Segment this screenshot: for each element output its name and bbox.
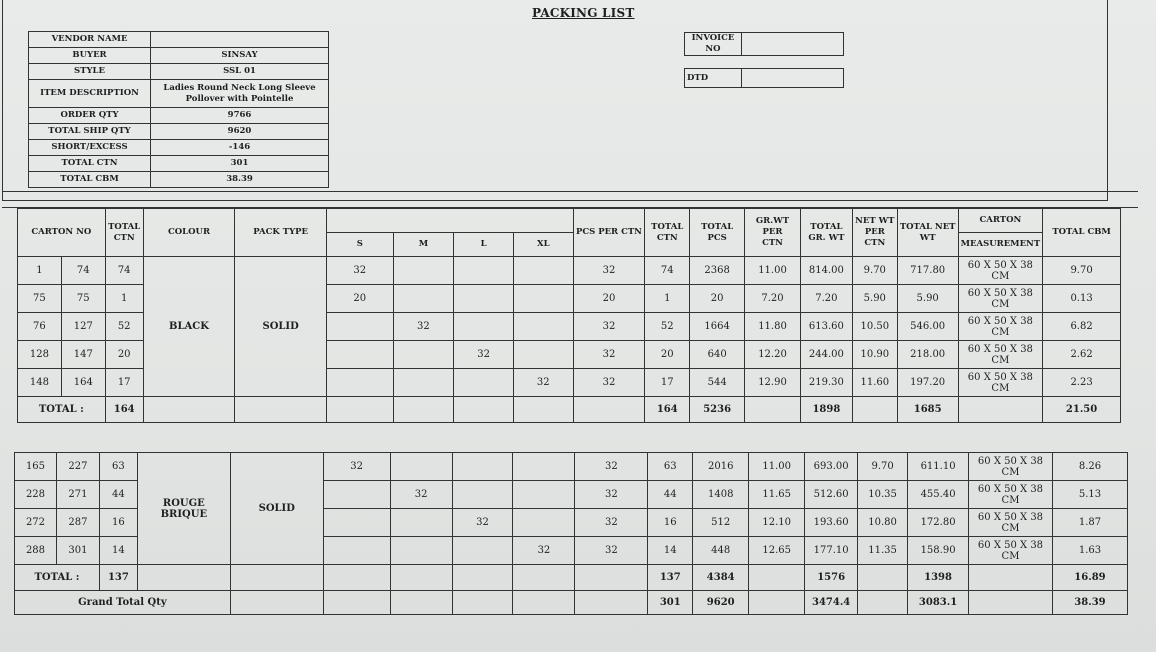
size-s-qty	[323, 481, 390, 509]
carton-to: 164	[61, 369, 105, 397]
grand-total-gr-wt: 3474.4	[805, 591, 858, 615]
info-label: TOTAL CBM	[29, 172, 151, 188]
size-m-qty: 32	[390, 481, 452, 509]
carton-from: 228	[15, 481, 57, 509]
total-label: TOTAL :	[15, 565, 100, 591]
size-s-qty	[323, 537, 390, 565]
page-title: PACKING LIST	[532, 6, 635, 20]
sum-total-cbm: 16.89	[1052, 565, 1127, 591]
sum-total-net-wt: 1685	[897, 397, 958, 423]
total-net-wt: 5.90	[897, 285, 958, 313]
carton-to: 271	[56, 481, 99, 509]
sum-total-pcs: 4384	[693, 565, 749, 591]
gr-wt-per-ctn: 7.20	[745, 285, 801, 313]
gr-wt-per-ctn: 11.00	[749, 453, 805, 481]
total-ctn: 20	[645, 341, 690, 369]
info-label: BUYER	[29, 48, 151, 64]
gr-wt-per-ctn: 12.90	[745, 369, 801, 397]
carton-from: 76	[18, 313, 62, 341]
total-net-wt: 197.20	[897, 369, 958, 397]
gr-wt-per-ctn: 11.65	[749, 481, 805, 509]
total-pcs: 1664	[690, 313, 745, 341]
empty-cell	[454, 397, 514, 423]
grand-total-label: Grand Total Qty	[15, 591, 231, 615]
info-value: SINSAY	[151, 48, 329, 64]
total-net-wt: 158.90	[908, 537, 969, 565]
total-ctn: 14	[648, 537, 693, 565]
dtd-table	[684, 68, 844, 88]
pcs-per-ctn: 32	[573, 341, 645, 369]
total-ctn: 52	[645, 313, 690, 341]
total-cbm: 5.13	[1052, 481, 1127, 509]
pack-type-cell: SOLID	[230, 453, 323, 565]
dtd-value	[742, 69, 844, 88]
size-m-qty: 32	[393, 313, 454, 341]
size-m-qty	[390, 509, 452, 537]
size-s-qty	[326, 341, 393, 369]
dtd-label: DTD	[685, 69, 742, 88]
empty-cell	[230, 565, 323, 591]
header-total-ctn-2	[645, 209, 690, 257]
pcs-per-ctn: 32	[575, 509, 648, 537]
header-gr-wt-per-ctn	[745, 209, 801, 257]
size-xl-qty	[513, 509, 575, 537]
empty-cell	[393, 397, 454, 423]
carton-count: 74	[105, 257, 143, 285]
gr-wt-per-ctn: 11.80	[745, 313, 801, 341]
header-text: WT	[919, 232, 936, 243]
table-row	[18, 257, 1121, 285]
total-ctn: 16	[648, 509, 693, 537]
sum-total-gr-wt: 1576	[805, 565, 858, 591]
total-cbm: 1.63	[1052, 537, 1127, 565]
size-m-qty	[393, 257, 454, 285]
size-l-qty	[454, 369, 514, 397]
total-pcs: 640	[690, 341, 745, 369]
size-l-qty	[454, 257, 514, 285]
total-gr-wt: 7.20	[800, 285, 852, 313]
size-xl-qty: 32	[513, 537, 575, 565]
carton-measurement: 60 X 50 X 38 CM	[969, 509, 1053, 537]
gr-wt-per-ctn: 11.00	[745, 257, 801, 285]
header-carton: CARTON	[958, 209, 1043, 233]
carton-from: 148	[18, 369, 62, 397]
size-xl-qty	[513, 313, 573, 341]
header-text: GR.WT PER	[755, 216, 790, 237]
header-carton-no: CARTON NO	[18, 209, 106, 257]
carton-count: 14	[99, 537, 137, 565]
empty-cell	[326, 397, 393, 423]
size-m-qty	[390, 453, 452, 481]
carton-measurement: 60 X 50 X 38 CM	[958, 341, 1043, 369]
carton-count: 20	[105, 341, 143, 369]
info-row	[29, 124, 329, 140]
grand-total-cbm: 38.39	[1052, 591, 1127, 615]
grand-total-net-wt: 3083.1	[908, 591, 969, 615]
info-row	[29, 156, 329, 172]
total-ctn: 1	[645, 285, 690, 313]
carton-from: 288	[15, 537, 57, 565]
net-wt-per-ctn: 10.90	[852, 341, 897, 369]
header-text: PER CTN	[864, 227, 886, 248]
size-s-qty: 32	[323, 453, 390, 481]
carton-to: 74	[61, 257, 105, 285]
invoice-no-table	[684, 32, 844, 56]
total-net-wt: 717.80	[897, 257, 958, 285]
pcs-per-ctn: 32	[575, 453, 648, 481]
total-gr-wt: 814.00	[800, 257, 852, 285]
empty-cell	[323, 591, 390, 615]
total-gr-wt: 177.10	[805, 537, 858, 565]
header-text: TOTAL NET	[899, 221, 956, 232]
pcs-per-ctn: 32	[575, 481, 648, 509]
net-wt-per-ctn: 9.70	[852, 257, 897, 285]
header-text: TOTAL	[810, 221, 843, 232]
item-description-line: Pollover with Pointelle	[185, 93, 294, 104]
info-label: TOTAL SHIP QTY	[29, 124, 151, 140]
info-value: 301	[151, 156, 329, 172]
empty-cell	[390, 565, 452, 591]
colour-cell: BLACK	[143, 257, 235, 397]
total-cbm: 2.23	[1043, 369, 1121, 397]
carton-count: 63	[99, 453, 137, 481]
info-value	[151, 32, 329, 48]
total-cbm: 2.62	[1043, 341, 1121, 369]
info-label: ORDER QTY	[29, 108, 151, 124]
total-gr-wt: 244.00	[800, 341, 852, 369]
info-value	[151, 80, 329, 108]
size-xl-qty	[513, 257, 573, 285]
total-gr-wt: 193.60	[805, 509, 858, 537]
header-size-group	[326, 209, 573, 233]
empty-cell	[452, 591, 513, 615]
info-row	[29, 108, 329, 124]
grand-total-row	[15, 591, 1128, 615]
info-label: TOTAL CTN	[29, 156, 151, 172]
total-cbm: 9.70	[1043, 257, 1121, 285]
net-wt-per-ctn: 10.50	[852, 313, 897, 341]
total-cbm: 6.82	[1043, 313, 1121, 341]
sum-total-net-wt: 1398	[908, 565, 969, 591]
header-total-ctn	[105, 209, 143, 257]
divider	[2, 191, 1138, 192]
empty-cell	[323, 565, 390, 591]
size-l-qty	[454, 313, 514, 341]
header-size-xl: XL	[513, 233, 573, 257]
total-pcs: 2368	[690, 257, 745, 285]
size-s-qty	[323, 509, 390, 537]
pcs-per-ctn: 20	[573, 285, 645, 313]
pcs-per-ctn: 32	[575, 537, 648, 565]
net-wt-per-ctn: 9.70	[858, 453, 908, 481]
net-wt-per-ctn: 10.80	[858, 509, 908, 537]
info-value: SSL 01	[151, 64, 329, 80]
sum-total-gr-wt: 1898	[800, 397, 852, 423]
size-s-qty: 32	[326, 257, 393, 285]
carton-from: 272	[15, 509, 57, 537]
header-total-cbm: TOTAL CBM	[1043, 209, 1121, 257]
size-l-qty	[452, 537, 513, 565]
size-xl-qty	[513, 341, 573, 369]
carton-from: 128	[18, 341, 62, 369]
gr-wt-per-ctn: 12.10	[749, 509, 805, 537]
carton-count: 44	[99, 481, 137, 509]
info-row	[29, 80, 329, 108]
empty-cell	[143, 397, 235, 423]
total-pcs: 1408	[693, 481, 749, 509]
size-l-qty: 32	[452, 509, 513, 537]
carton-to: 127	[61, 313, 105, 341]
size-s-qty	[326, 369, 393, 397]
empty-cell	[230, 591, 323, 615]
total-net-wt: 546.00	[897, 313, 958, 341]
header-text: CTN	[656, 232, 678, 243]
empty-cell	[969, 565, 1053, 591]
sum-total-ctn: 137	[648, 565, 693, 591]
total-ctn: 74	[645, 257, 690, 285]
info-value: -146	[151, 140, 329, 156]
empty-cell	[749, 565, 805, 591]
carton-count: 1	[105, 285, 143, 313]
total-pcs: 512	[693, 509, 749, 537]
gr-wt-per-ctn: 12.20	[745, 341, 801, 369]
empty-cell	[969, 591, 1053, 615]
info-row	[29, 32, 329, 48]
table-row	[15, 453, 1128, 481]
carton-count: 16	[99, 509, 137, 537]
empty-cell	[452, 565, 513, 591]
empty-cell	[958, 397, 1043, 423]
total-net-wt: 172.80	[908, 509, 969, 537]
carton-measurement: 60 X 50 X 38 CM	[958, 313, 1043, 341]
empty-cell	[390, 591, 452, 615]
total-pcs: 544	[690, 369, 745, 397]
empty-cell	[513, 591, 575, 615]
empty-cell	[749, 591, 805, 615]
grand-total-ctn: 301	[648, 591, 693, 615]
black-packing-table	[17, 208, 1121, 423]
pcs-per-ctn: 32	[573, 369, 645, 397]
empty-cell	[513, 397, 573, 423]
info-row	[29, 48, 329, 64]
sum-total-ctn: 164	[645, 397, 690, 423]
carton-to: 301	[56, 537, 99, 565]
total-ctn: 17	[645, 369, 690, 397]
size-l-qty	[452, 481, 513, 509]
total-gr-wt: 693.00	[805, 453, 858, 481]
total-cbm: 0.13	[1043, 285, 1121, 313]
order-info-table	[28, 31, 329, 188]
size-m-qty	[393, 285, 454, 313]
total-ctn: 63	[648, 453, 693, 481]
info-row	[29, 140, 329, 156]
total-pcs: 20	[690, 285, 745, 313]
carton-to: 147	[61, 341, 105, 369]
empty-cell	[235, 397, 327, 423]
empty-cell	[745, 397, 801, 423]
total-ctn: 44	[648, 481, 693, 509]
net-wt-per-ctn: 11.60	[852, 369, 897, 397]
total-cbm: 8.26	[1052, 453, 1127, 481]
info-label: SHORT/EXCESS	[29, 140, 151, 156]
total-gr-wt: 219.30	[800, 369, 852, 397]
header-size-l: L	[454, 233, 514, 257]
header-total-gr-wt	[800, 209, 852, 257]
total-pcs: 2016	[693, 453, 749, 481]
empty-cell	[858, 565, 908, 591]
size-s-qty: 20	[326, 285, 393, 313]
total-net-wt: 218.00	[897, 341, 958, 369]
invoice-no-label: INVOICE NO	[685, 33, 742, 56]
total-net-wt: 455.40	[908, 481, 969, 509]
sum-total-pcs: 5236	[690, 397, 745, 423]
info-row	[29, 64, 329, 80]
carton-to: 287	[56, 509, 99, 537]
header-size-s: S	[326, 233, 393, 257]
size-m-qty	[390, 537, 452, 565]
info-label: ITEM DESCRIPTION	[29, 80, 151, 108]
size-l-qty	[454, 285, 514, 313]
invoice-no-value	[742, 33, 844, 56]
size-xl-qty: 32	[513, 369, 573, 397]
empty-cell	[575, 565, 648, 591]
header-pcs-per-ctn: PCS PER CTN	[573, 209, 645, 257]
carton-measurement: 60 X 50 X 38 CM	[969, 453, 1053, 481]
header-text: GR. WT	[808, 232, 845, 243]
total-label: TOTAL :	[18, 397, 106, 423]
size-m-qty	[393, 369, 454, 397]
header-colour: COLOUR	[143, 209, 235, 257]
empty-cell	[513, 565, 575, 591]
header-total-pcs: TOTAL PCS	[690, 209, 745, 257]
header-net-wt-per-ctn	[852, 209, 897, 257]
pcs-per-ctn: 32	[573, 257, 645, 285]
pack-type-cell: SOLID	[235, 257, 327, 397]
net-wt-per-ctn: 10.35	[858, 481, 908, 509]
carton-from: 1	[18, 257, 62, 285]
net-wt-per-ctn: 5.90	[852, 285, 897, 313]
size-xl-qty	[513, 453, 575, 481]
gr-wt-per-ctn: 12.65	[749, 537, 805, 565]
info-label: STYLE	[29, 64, 151, 80]
carton-to: 227	[56, 453, 99, 481]
info-value: 9620	[151, 124, 329, 140]
info-value: 38.39	[151, 172, 329, 188]
header-text: TOTAL	[108, 221, 141, 232]
info-value: 9766	[151, 108, 329, 124]
total-cbm: 1.87	[1052, 509, 1127, 537]
grand-total-pcs: 9620	[693, 591, 749, 615]
size-l-qty	[452, 453, 513, 481]
empty-cell	[137, 565, 230, 591]
info-row	[29, 172, 329, 188]
size-xl-qty	[513, 481, 575, 509]
pcs-per-ctn: 32	[573, 313, 645, 341]
total-row	[18, 397, 1121, 423]
carton-count: 17	[105, 369, 143, 397]
empty-cell	[573, 397, 645, 423]
header-text: CTN	[113, 232, 135, 243]
rouge-brique-packing-table	[14, 452, 1128, 615]
size-m-qty	[393, 341, 454, 369]
carton-to: 75	[61, 285, 105, 313]
total-row	[15, 565, 1128, 591]
carton-count: 52	[105, 313, 143, 341]
header-size-m: M	[393, 233, 454, 257]
carton-measurement: 60 X 50 X 38 CM	[969, 481, 1053, 509]
sum-total-cbm: 21.50	[1043, 397, 1121, 423]
carton-from: 75	[18, 285, 62, 313]
empty-cell	[852, 397, 897, 423]
header-text: NET WT	[855, 216, 895, 226]
total-pcs: 448	[693, 537, 749, 565]
size-xl-qty	[513, 285, 573, 313]
info-label: VENDOR NAME	[29, 32, 151, 48]
empty-cell	[575, 591, 648, 615]
carton-measurement: 60 X 50 X 38 CM	[958, 369, 1043, 397]
total-carton-count: 137	[99, 565, 137, 591]
carton-measurement: 60 X 50 X 38 CM	[958, 285, 1043, 313]
size-s-qty	[326, 313, 393, 341]
colour-cell: ROUGE BRIQUE	[137, 453, 230, 565]
net-wt-per-ctn: 11.35	[858, 537, 908, 565]
header-measurement: MEASUREMENT	[958, 233, 1043, 257]
carton-measurement: 60 X 50 X 38 CM	[958, 257, 1043, 285]
total-gr-wt: 512.60	[805, 481, 858, 509]
total-carton-count: 164	[105, 397, 143, 423]
empty-cell	[858, 591, 908, 615]
header-total-net-wt	[897, 209, 958, 257]
size-l-qty: 32	[454, 341, 514, 369]
header-pack-type: PACK TYPE	[235, 209, 327, 257]
total-net-wt: 611.10	[908, 453, 969, 481]
item-description-line: Ladies Round Neck Long Sleeve	[163, 82, 316, 93]
header-text: CTN	[762, 238, 783, 248]
carton-measurement: 60 X 50 X 38 CM	[969, 537, 1053, 565]
header-text: TOTAL	[651, 221, 684, 232]
carton-from: 165	[15, 453, 57, 481]
total-gr-wt: 613.60	[800, 313, 852, 341]
